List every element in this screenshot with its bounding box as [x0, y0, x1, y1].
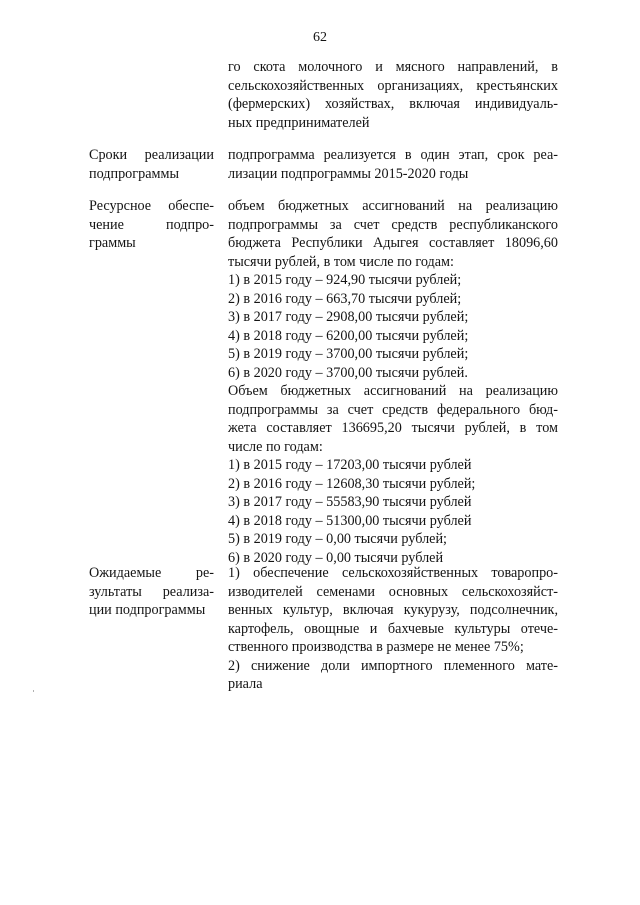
content-line: ных предпринимателей — [228, 114, 370, 131]
content-line: картофель, овощные и бахчевые культуры отече- — [228, 620, 558, 637]
content-line: 3) в 2017 году – 55583,90 тысячи рублей — [228, 494, 472, 510]
content-line: тысячи рублей, в том числе по годам: — [228, 253, 454, 270]
content-line: 4) в 2018 году – 51300,00 тысячи рублей — [228, 512, 472, 529]
label-line: граммы — [89, 235, 136, 251]
label-line: подпрограммы — [89, 165, 179, 182]
page-number: 62 — [313, 30, 327, 45]
label-line: Сроки реализации — [89, 147, 214, 163]
content-line: жета составляет 136695,20 тысячи рублей, в том — [228, 420, 558, 436]
content-line: (фермерских) хозяйствах, включая индивидуаль- — [228, 96, 558, 112]
content-line: го скота молочного и мясного направлений, в — [228, 59, 558, 75]
content-line: сельскохозяйственных организациях, крестьянских — [228, 77, 558, 94]
label-line: Ожидаемые ре- — [89, 565, 214, 581]
content-line: 1) в 2015 году – 924,90 тысячи рублей; — [228, 272, 462, 288]
passport-row-content — [228, 146, 558, 183]
content-line: подпрограммы за счет средств республиканского — [228, 216, 558, 233]
label-line: зультаты реализа- — [89, 583, 214, 600]
content-line: 2) снижение доли импортного племенного мате- — [228, 657, 558, 674]
content-line: бюджета Республики Адыгея составляет 18096,60 — [228, 235, 558, 251]
content-line: подпрограммы за счет средств федерального бюд- — [228, 401, 558, 418]
content-line: подпрограмма реализуется в один этап, срок реа- — [228, 147, 558, 163]
scan-speck — [33, 690, 34, 692]
content-line: 1) обеспечение сельскохозяйственных товаропро- — [228, 565, 558, 581]
passport-row-content — [228, 564, 558, 694]
content-line: риала — [228, 676, 263, 692]
content-line: 1) в 2015 году – 17203,00 тысячи рублей — [228, 457, 472, 473]
content-line: 2) в 2016 году – 663,70 тысячи рублей; — [228, 290, 462, 307]
content-line: лизации подпрограммы 2015-2020 годы — [228, 165, 469, 182]
passport-row-label — [89, 564, 214, 620]
content-line: 4) в 2018 году – 6200,00 тысячи рублей; — [228, 327, 469, 344]
content-line: изводителей семенами основных сельскохозяйст- — [228, 583, 558, 600]
content-line: 5) в 2019 году – 0,00 тысячи рублей; — [228, 531, 447, 547]
content-line: венных культур, включая кукурузу, подсолнечник, — [228, 602, 558, 618]
label-line: Ресурсное обеспе- — [89, 198, 214, 214]
label-line: чение подпро- — [89, 216, 214, 233]
passport-row-label — [89, 146, 214, 183]
passport-row-content — [228, 58, 558, 132]
content-line: числе по годам: — [228, 438, 323, 455]
content-line: 6) в 2020 году – 0,00 тысячи рублей — [228, 549, 444, 566]
label-line: ции подпрограммы — [89, 602, 206, 618]
content-line: 5) в 2019 году – 3700,00 тысячи рублей; — [228, 346, 469, 362]
passport-row-content — [228, 197, 558, 567]
content-line: 3) в 2017 году – 2908,00 тысячи рублей; — [228, 309, 469, 325]
content-line: ственного производства в размере не менее 75%; — [228, 639, 524, 655]
content-line: 6) в 2020 году – 3700,00 тысячи рублей. — [228, 364, 468, 381]
passport-row-label — [89, 197, 214, 253]
content-line: объем бюджетных ассигнований на реализацию — [228, 198, 558, 214]
content-line: 2) в 2016 году – 12608,30 тысячи рублей; — [228, 475, 476, 492]
content-line: Объем бюджетных ассигнований на реализацию — [228, 383, 558, 399]
